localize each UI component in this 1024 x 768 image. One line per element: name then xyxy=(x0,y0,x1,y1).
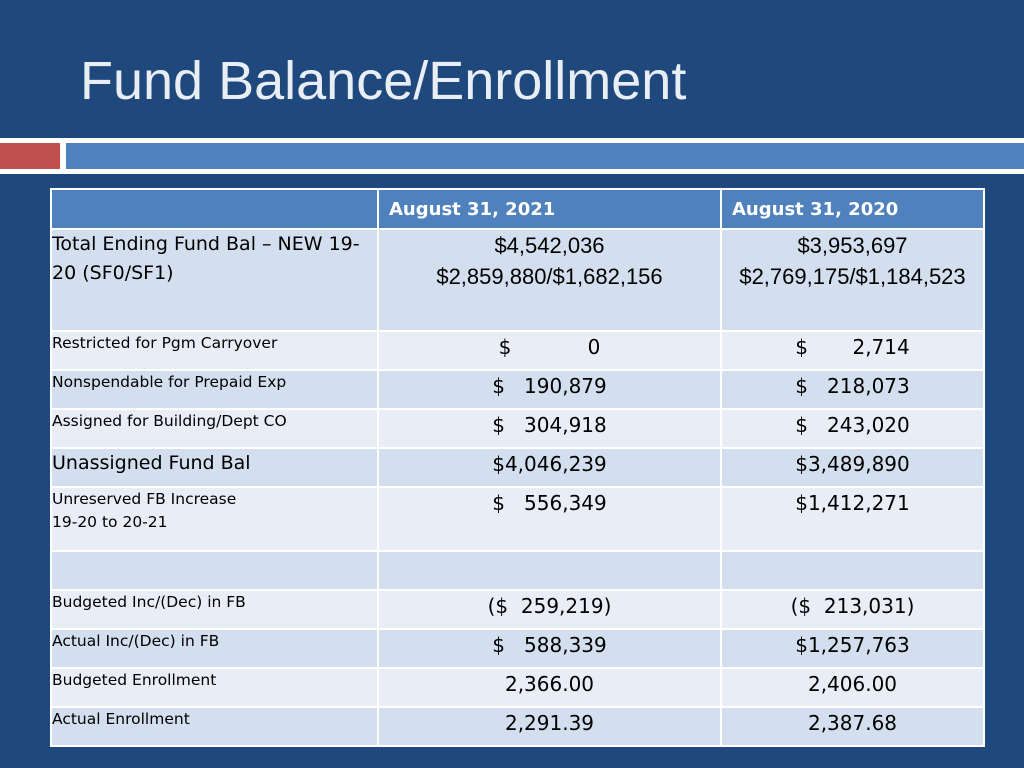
value-2021: $4,542,036 $2,859,880/$1,682,156 xyxy=(378,229,721,331)
fund-balance-table xyxy=(50,188,985,747)
row-label: Nonspendable for Prepaid Exp xyxy=(51,370,378,409)
table-row-assigned xyxy=(51,409,984,448)
value-2021: $ 304,918 xyxy=(378,409,721,448)
value-2021: 2,366.00 xyxy=(378,668,721,707)
table-row-budgeted-enrollment xyxy=(51,668,984,707)
row-label-text: Total Ending Fund Bal – NEW 19-20 (SF0/SF1) xyxy=(52,233,360,284)
value-2020: 2,406.00 xyxy=(721,668,984,707)
value-2020: $1,412,271 xyxy=(721,487,984,551)
row-label: Unreserved FB Increase 19-20 to 20-21 xyxy=(51,487,378,551)
table-row-nonspendable xyxy=(51,370,984,409)
row-label: Restricted for Pgm Carryover xyxy=(51,331,378,370)
value-2021: $ 588,339 xyxy=(378,629,721,668)
value-2021: $4,046,239 xyxy=(378,448,721,487)
value-2020: 2,387.68 xyxy=(721,707,984,746)
value-2021: $ 190,879 xyxy=(378,370,721,409)
page-title: Fund Balance/Enrollment xyxy=(80,51,687,111)
row-label: Assigned for Building/Dept CO xyxy=(51,409,378,448)
value-2020: $3,489,890 xyxy=(721,448,984,487)
value-2020: $ 218,073 xyxy=(721,370,984,409)
table-row-spacer xyxy=(51,551,984,590)
table-row-unreserved-increase xyxy=(51,487,984,551)
row-label: Budgeted Inc/(Dec) in FB xyxy=(51,590,378,629)
row-label: Unassigned Fund Bal xyxy=(51,448,378,487)
value-2021: $ 0 xyxy=(378,331,721,370)
value-2020: $ 243,020 xyxy=(721,409,984,448)
value-2020 xyxy=(721,229,984,331)
row-label xyxy=(51,229,378,331)
accent-bar-red xyxy=(0,143,60,169)
value-2020-text: $3,953,697 $2,769,175/$1,184,523 xyxy=(739,233,966,289)
value-2020 xyxy=(721,551,984,590)
row-label: Actual Inc/(Dec) in FB xyxy=(51,629,378,668)
header-label-column xyxy=(51,189,378,229)
table-header-row xyxy=(51,189,984,229)
header-2020: August 31, 2020 xyxy=(721,189,984,229)
row-label xyxy=(51,551,378,590)
table-row-total-ending-fund-bal xyxy=(51,229,984,331)
value-2020: $1,257,763 xyxy=(721,629,984,668)
value-2020: $ 2,714 xyxy=(721,331,984,370)
value-2021: 2,291.39 xyxy=(378,707,721,746)
value-2021: ($ 259,219) xyxy=(378,590,721,629)
row-label: Budgeted Enrollment xyxy=(51,668,378,707)
value-2020: ($ 213,031) xyxy=(721,590,984,629)
table-row-budgeted-inc-dec xyxy=(51,590,984,629)
value-2021: $ 556,349 xyxy=(378,487,721,551)
row-label: Actual Enrollment xyxy=(51,707,378,746)
table-row-actual-enrollment xyxy=(51,707,984,746)
header-2021: August 31, 2021 xyxy=(378,189,721,229)
value-2021 xyxy=(378,551,721,590)
table-row-restricted xyxy=(51,331,984,370)
table-row-unassigned xyxy=(51,448,984,487)
table-row-actual-inc-dec xyxy=(51,629,984,668)
accent-bar-blue xyxy=(66,143,1024,169)
